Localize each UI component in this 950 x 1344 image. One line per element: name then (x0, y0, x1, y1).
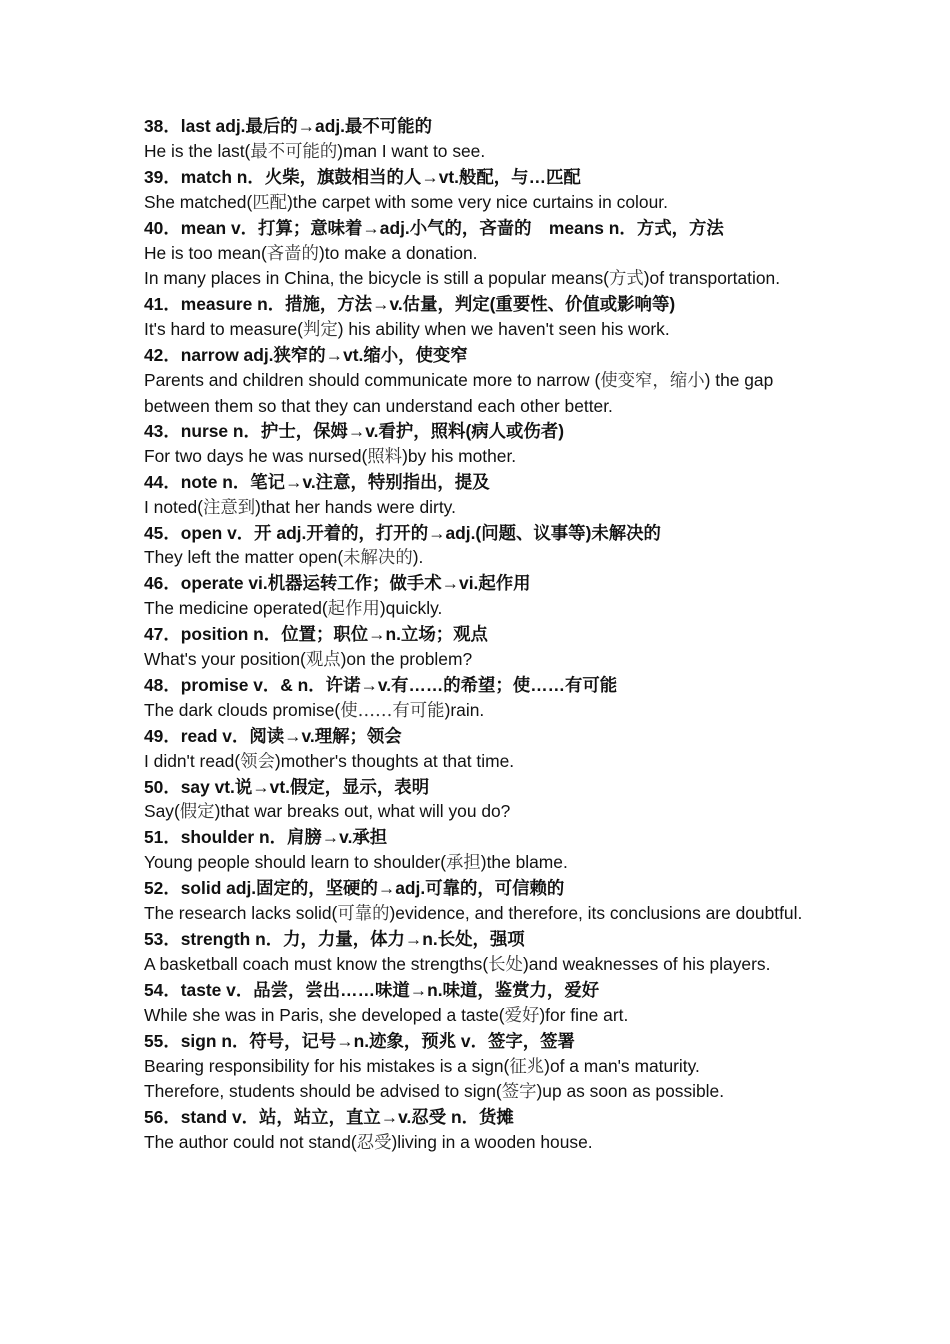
example-text-before: Bearing responsibility for his mistakes is a sign( (144, 1055, 510, 1076)
example-sentence (144, 1079, 814, 1105)
chinese-gloss: 使……有可能 (340, 700, 445, 721)
chinese-gloss: 未解决的 (343, 548, 413, 569)
example-sentence (144, 317, 814, 343)
example-text-after: )the blame. (480, 852, 568, 873)
example-text-after: )quickly. (379, 598, 443, 619)
example-text-after: )that her hands were dirty. (255, 496, 456, 517)
example-text-after: )of a man's maturity. (544, 1055, 700, 1076)
example-sentence (144, 850, 814, 876)
chinese-gloss: 照料 (367, 446, 403, 467)
entry-heading: 39．match n．火柴，旗鼓相当的人→vt.般配，与…匹配 (144, 166, 581, 187)
example-text-before: For two days he was nursed( (144, 445, 368, 466)
chinese-gloss: 领会 (240, 751, 275, 772)
example-sentence (144, 799, 814, 825)
example-text-after: )to make a donation. (318, 242, 478, 263)
example-sentence (144, 901, 814, 927)
entry-heading: 56．stand v．站，站立，直立→v.忍受 n．货摊 (144, 1107, 514, 1128)
example-sentence (144, 444, 814, 470)
example-text-after: )mother's thoughts at that time. (274, 750, 515, 771)
example-text-before: He is too mean( (144, 242, 267, 263)
example-text-after: )and weaknesses of his players. (522, 953, 771, 974)
document-page (144, 114, 814, 1156)
entry-heading: 41．measure n．措施，方法→v.估量，判定(重要性、价值或影响等) (144, 294, 676, 315)
entry-heading: 51．shoulder n．肩膀→v.承担 (144, 827, 388, 848)
chinese-gloss: 承担 (446, 853, 481, 874)
example-text-before: The dark clouds promise( (144, 699, 341, 720)
example-text-before: I noted( (144, 496, 203, 517)
chinese-gloss: 征兆 (509, 1056, 545, 1077)
chinese-gloss: 注意到 (202, 497, 256, 518)
chinese-gloss: 最不可能的 (250, 141, 338, 162)
example-text-after: )for fine art. (539, 1004, 629, 1025)
entry-heading: 49．read v．阅读→v.理解；领会 (144, 725, 402, 746)
entry-heading: 48．promise v．& n．许诺→v.有……的希望；使……有可能 (144, 674, 618, 695)
chinese-gloss: 吝啬的 (266, 243, 319, 264)
chinese-gloss: 假定 (179, 802, 215, 823)
example-sentence (144, 647, 814, 673)
example-sentence (144, 241, 814, 267)
entry-heading: 38．last adj.最后的→adj.最不可能的 (144, 116, 432, 136)
example-sentence (144, 266, 814, 292)
example-sentence (144, 749, 814, 775)
chinese-gloss: 起作用 (327, 599, 380, 620)
example-text-before: While she was in Paris, she developed a taste( (144, 1004, 505, 1025)
entry-heading: 45．open v．开 adj.开着的，打开的→adj.(问题、议事等)未解决的 (144, 522, 661, 543)
example-text-after: )rain. (444, 699, 485, 720)
example-text-before: He is the last( (144, 140, 251, 161)
entry-heading: 44．note n．笔记→v.注意，特别指出，提及 (144, 471, 490, 492)
example-text-after: )man I want to see. (337, 140, 486, 161)
example-text-after: )living in a wooden house. (391, 1132, 593, 1153)
example-text-before: The medicine operated( (144, 598, 328, 619)
example-text-before: The research lacks solid( (144, 903, 338, 924)
example-text-before: Say( (144, 801, 180, 822)
example-text-after: )by his mother. (402, 445, 517, 466)
example-sentence (144, 368, 814, 419)
example-text-before: Therefore, students should be advised to sign( (144, 1081, 502, 1102)
example-sentence (144, 596, 814, 622)
entry-heading: 46．operate vi.机器运转工作；做手术→vi.起作用 (144, 573, 531, 594)
chinese-gloss: 方式 (608, 269, 644, 290)
chinese-gloss: 爱好 (504, 1005, 540, 1026)
chinese-gloss: 长处 (488, 954, 523, 975)
example-text-after: )on the problem? (340, 649, 473, 670)
example-text-before: The author could not stand( (144, 1132, 357, 1153)
example-text-before: In many places in China, the bicycle is still a popular means( (144, 268, 609, 289)
example-text-after: ). (412, 547, 424, 568)
example-sentence (144, 1130, 814, 1156)
example-sentence (144, 1003, 814, 1029)
entry-heading: 54．taste v．品尝，尝出……味道→n.味道，鉴赏力，爱好 (144, 979, 600, 1000)
example-sentence (144, 495, 814, 521)
example-text-after: )of transportation. (643, 268, 781, 289)
example-sentence (144, 698, 814, 724)
entry-heading: 53．strength n．力，力量，体力→n.长处，强项 (144, 929, 525, 949)
chinese-gloss: 观点 (305, 650, 341, 671)
example-text-before: They left the matter open( (144, 547, 344, 568)
example-text-before: I didn't read( (144, 750, 241, 771)
chinese-gloss: 签字 (501, 1082, 537, 1103)
example-text-before: She matched( (144, 191, 253, 212)
entry-heading: 50．say vt.说→vt.假定，显示，表明 (144, 776, 430, 797)
example-text-before: What's your position( (144, 649, 306, 670)
example-text-after: )the carpet with some very nice curtains in colour. (287, 191, 668, 212)
example-text-after: )up as soon as possible. (536, 1081, 725, 1102)
example-sentence (144, 139, 814, 165)
entry-heading: 47．position n．位置；职位→n.立场；观点 (144, 624, 488, 645)
vocabulary-list (144, 114, 814, 1156)
entry-heading: 52．solid adj.固定的，坚硬的→adj.可靠的，可信赖的 (144, 878, 565, 899)
example-text-after: ) his ability when we haven't seen his work. (337, 319, 670, 340)
chinese-gloss: 匹配 (252, 192, 288, 213)
example-text-before: A basketball coach must know the strengths( (144, 953, 489, 974)
example-text-after: ) the gap between them so that they can understand each other better. (144, 370, 774, 416)
chinese-gloss: 使变窄，缩小 (600, 371, 705, 392)
entry-heading: 43．nurse n．护士，保姆→v.看护，照料(病人或伤者) (144, 420, 564, 441)
example-sentence (144, 545, 814, 571)
chinese-gloss: 可靠的 (337, 904, 390, 925)
entry-heading: 40．mean v．打算；意味着→adj.小气的，吝啬的 means n．方式，方法 (144, 217, 724, 238)
chinese-gloss: 判定 (302, 320, 338, 341)
example-sentence (144, 1054, 814, 1080)
example-text-before: Young people should learn to shoulder( (144, 852, 446, 873)
example-sentence (144, 952, 814, 978)
entry-heading: 42．narrow adj.狭窄的→vt.缩小，使变窄 (144, 345, 468, 366)
example-sentence (144, 190, 814, 216)
example-text-after: )evidence, and therefore, its conclusions are doubtful. (389, 903, 803, 924)
chinese-gloss: 忍受 (356, 1133, 392, 1154)
example-text-after: )that war breaks out, what will you do? (214, 801, 511, 822)
example-text-before: Parents and children should communicate more to narrow ( (144, 370, 601, 391)
entry-heading: 55．sign n．符号，记号→n.迹象，预兆 v．签字，签署 (144, 1030, 575, 1051)
example-text-before: It's hard to measure( (144, 319, 303, 340)
